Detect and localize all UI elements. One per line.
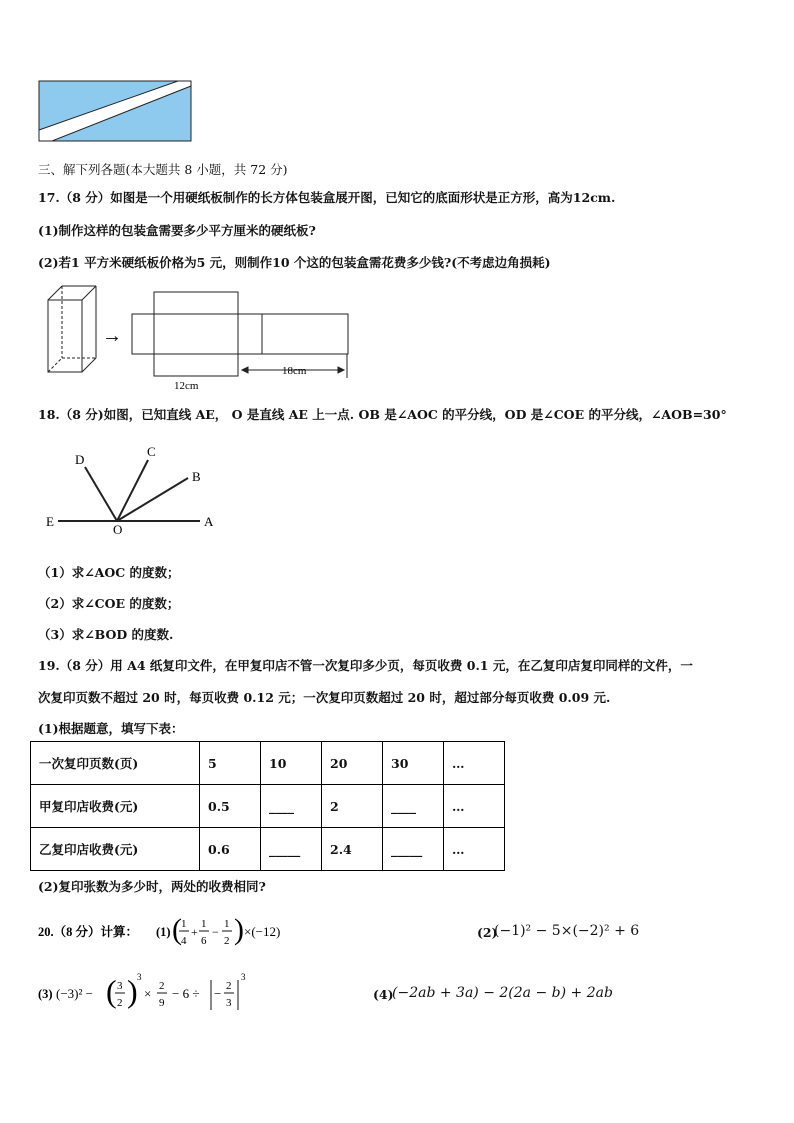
svg-text:(: (	[106, 973, 117, 1009]
svg-text:(−3)² −: (−3)² −	[56, 986, 93, 1001]
q20-p2-expr: (−1)² − 5×(−2)² + 6	[494, 923, 640, 939]
label-C: C	[147, 444, 156, 459]
section-title: 三、解下列各题(本大题共 8 小题，共 72 分)	[38, 162, 288, 177]
svg-text:− 6 ÷: − 6 ÷	[172, 986, 200, 1001]
svg-text:×: ×	[144, 986, 152, 1001]
table-cell: ____	[261, 785, 322, 828]
svg-text:4: 4	[181, 935, 187, 947]
table-cell: …	[444, 828, 505, 871]
table-cell: …	[444, 785, 505, 828]
svg-text:2: 2	[117, 997, 123, 1009]
svg-text:(: (	[172, 913, 182, 946]
table-row	[31, 828, 505, 871]
table-row	[31, 785, 505, 828]
svg-text:+: +	[191, 925, 198, 939]
table-cell: 乙复印店收费(元)	[31, 828, 200, 871]
cuboid	[48, 286, 96, 372]
q20-expr-1	[38, 912, 318, 952]
q20-p2-label: (2)	[477, 925, 498, 940]
table-cell: _____	[383, 828, 444, 871]
arrow-icon: →	[102, 325, 122, 347]
svg-text:3: 3	[226, 997, 232, 1009]
q20-p4-expr: (−2ab + 3a) − 2(2a − b) + 2ab	[392, 985, 613, 1001]
svg-text:): )	[127, 973, 138, 1009]
q18-sub1: （1）求∠AOC 的度数；	[38, 565, 180, 580]
q17-stem: 17.（8 分）如图是一个用硬纸板制作的长方体包装盒展开图，已知它的底面形状是正方形，高为12cm.	[38, 190, 616, 205]
svg-text:1: 1	[181, 918, 187, 930]
table-cell: 30	[383, 742, 444, 785]
q20-p4-label: (4)	[373, 987, 394, 1002]
svg-text:9: 9	[159, 997, 165, 1009]
label-18cm: 18cm	[282, 365, 307, 377]
table-cell: _____	[261, 828, 322, 871]
table-cell: ____	[383, 785, 444, 828]
table-cell: 0.5	[200, 785, 261, 828]
label-A: A	[204, 514, 214, 529]
svg-text:3: 3	[241, 972, 246, 982]
svg-text:(3): (3)	[38, 987, 53, 1001]
q19-stem-line1: 19.（8 分）用 A4 纸复印文件，在甲复印店不管一次复印多少页，每页收费 0.1 元，在乙复印店复印同样的文件，一	[38, 658, 693, 673]
table-cell: 20	[322, 742, 383, 785]
svg-text:6: 6	[201, 935, 207, 947]
svg-text:1: 1	[201, 918, 207, 930]
q20-p1-label: (1)	[156, 925, 171, 939]
q18-sub3: （3）求∠BOD 的度数.	[38, 627, 174, 642]
svg-text:3: 3	[137, 972, 142, 982]
q18-sub2: （2）求∠COE 的度数；	[38, 596, 180, 611]
svg-text:2: 2	[224, 935, 230, 947]
q19-part1: (1)根据题意，填写下表：	[38, 721, 184, 736]
fee-table	[30, 741, 505, 871]
q20-prefix: 20.（8 分）计算：	[38, 925, 139, 939]
table-cell: 2.4	[322, 828, 383, 871]
table-cell: …	[444, 742, 505, 785]
svg-text:−: −	[212, 925, 219, 939]
table-cell: 0.6	[200, 828, 261, 871]
q19-part2: (2)复印张数为多少时，两处的收费相同?	[38, 879, 266, 894]
svg-text:2: 2	[226, 980, 232, 992]
svg-text:): )	[234, 913, 244, 946]
net	[132, 292, 348, 378]
svg-text:−: −	[214, 986, 222, 1001]
box-net-figure	[44, 284, 364, 394]
q17-part1: (1)制作这样的包装盒需要多少平方厘米的硬纸板?	[38, 223, 316, 238]
table-cell: 10	[261, 742, 322, 785]
label-B: B	[192, 469, 201, 484]
svg-text:1: 1	[224, 918, 230, 930]
label-O: O	[113, 522, 123, 537]
table-cell: 一次复印页数(页)	[31, 742, 200, 785]
label-D: D	[75, 452, 85, 467]
table-cell: 甲复印店收费(元)	[31, 785, 200, 828]
svg-text:2: 2	[159, 980, 165, 992]
label-E: E	[46, 514, 54, 529]
angle-figure	[38, 440, 228, 540]
q17-part2: (2)若1 平方米硬纸板价格为5 元，则制作10 个这的包装盒需花费多少钱?(不考虑边角损耗)	[38, 255, 551, 270]
label-12cm: 12cm	[174, 380, 199, 392]
table-row	[31, 742, 505, 785]
q19-stem-line2: 次复印页数不超过 20 时，每页收费 0.12 元；一次复印页数超过 20 时，超过部分每页收费 0.09 元.	[38, 690, 611, 705]
q18-stem: 18.（8 分)如图，已知直线 AE， O 是直线 AE 上一点. OB 是∠AOC 的平分线，OD 是∠COE 的平分线，∠AOB=30°	[38, 407, 727, 422]
strip-figure	[38, 80, 194, 144]
table-cell: 5	[200, 742, 261, 785]
svg-text:×(−12): ×(−12)	[244, 924, 281, 939]
table-cell: 2	[322, 785, 383, 828]
q20-expr-3	[38, 968, 278, 1018]
svg-text:3: 3	[117, 980, 123, 992]
